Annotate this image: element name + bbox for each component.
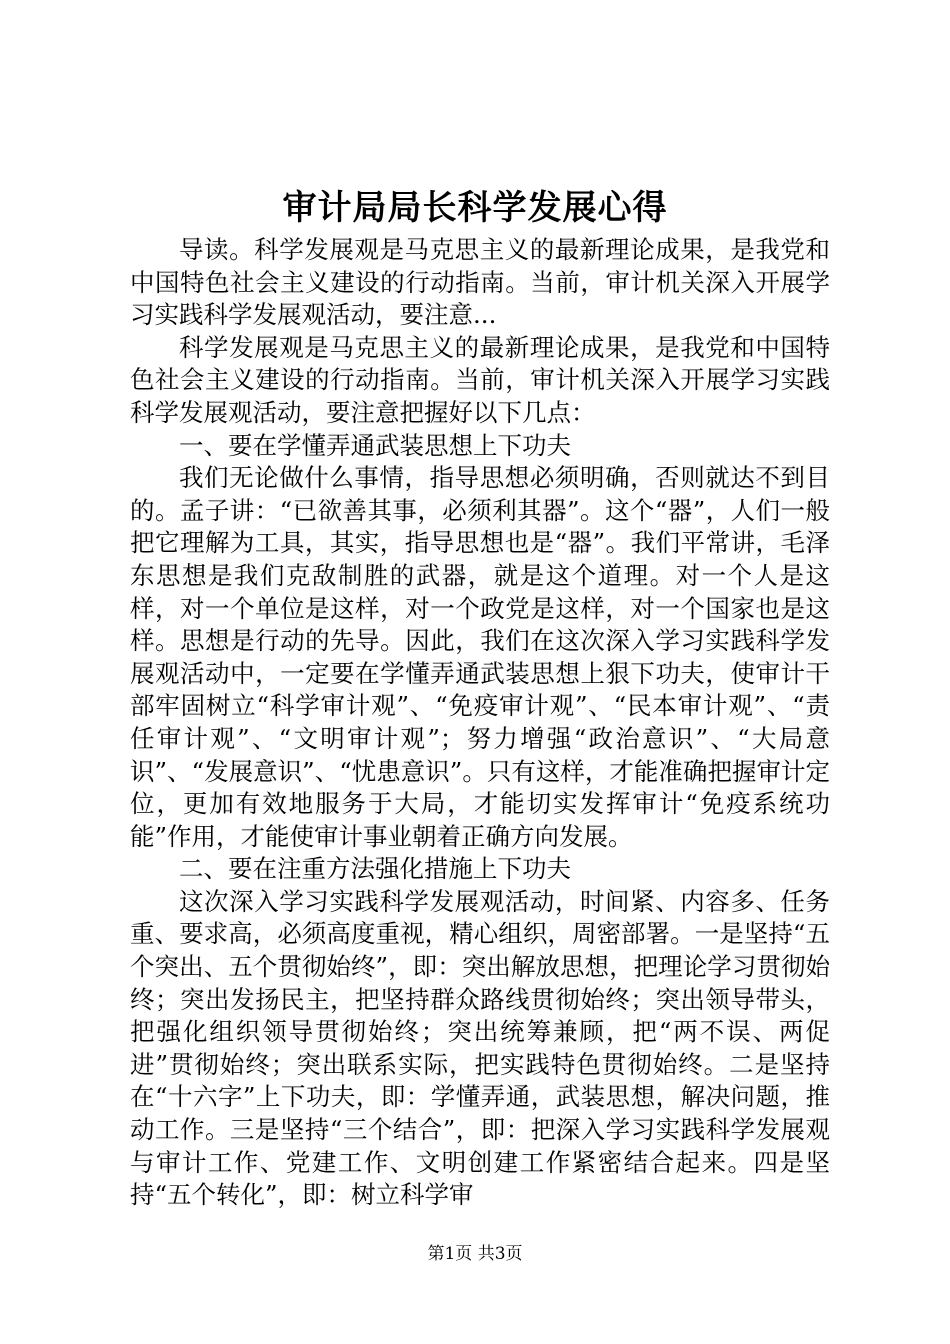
paragraph-section-1: 我们无论做什么事情，指导思想必须明确，否则就达不到目的。孟子讲：“已欲善其事，必须利其器”。这个“器”，人们一般把它理解为工具，其实，指导思想也是“器”。我们平常讲，毛泽东思想是我们克敌制胜的武器，就是这个道理。对一个人是这样，对一个单位是这样，对一个政党是这样，对一个国家也是这样。思想是行动的先导。因此，我们在这次深入学习实践科学发展观活动中，一定要在学懂弄通武装思想上狠下功夫，使审计干部牢固树立“科学审计观”、“免疫审计观”、“民本审计观”、“责任审计观”、“文明审计观”；努力增强“政治意识”、“大局意识”、“发展意识”、“忧患意识”。只有这样，才能准确把握审计定位，更加有效地服务于大局，才能切实发挥审计“免疫系统功能”作用，才能使审计事业朝着正确方向发展。 — [130, 463, 830, 851]
paragraph-intro: 导读。科学发展观是马克思主义的最新理论成果，是我党和中国特色社会主义建设的行动指南。当前，审计机关深入开展学习实践科学发展观活动，要注意... — [130, 235, 830, 330]
page-number: 第1页 共3页 — [427, 1244, 523, 1264]
paragraph-summary: 科学发展观是马克思主义的最新理论成果，是我党和中国特色社会主义建设的行动指南。当前，审计机关深入开展学习实践科学发展观活动，要注意把握好以下几点： — [130, 332, 830, 427]
document-title: 审计局局长科学发展心得 — [282, 188, 668, 228]
document-body — [130, 234, 830, 1212]
paragraph-section-2: 这次深入学习实践科学发展观活动，时间紧、内容多、任务重、要求高，必须高度重视，精心组织，周密部署。一是坚持“五个突出、五个贯彻始终”，即：突出解放思想，把理论学习贯彻始终；突出发扬民主，把坚持群众路线贯彻始终；突出领导带头，把强化组织领导贯彻始终；突出统筹兼顾，把“两不误、两促进”贯彻始终；突出联系实际，把实践特色贯彻始终。二是坚持在“十六字”上下功夫，即：学懂弄通，武装思想，解决问题，推动工作。三是坚持“三个结合”，即：把深入学习实践科学发展观与审计工作、党建工作、文明创建工作紧密结合起来。四是坚持“五个转化”，即：树立科学审 — [130, 886, 830, 1210]
section-heading-2: 二、要在注重方法强化措施上下功夫 — [179, 854, 571, 884]
section-heading-1: 一、要在学懂弄通武装思想上下功夫 — [179, 430, 571, 460]
